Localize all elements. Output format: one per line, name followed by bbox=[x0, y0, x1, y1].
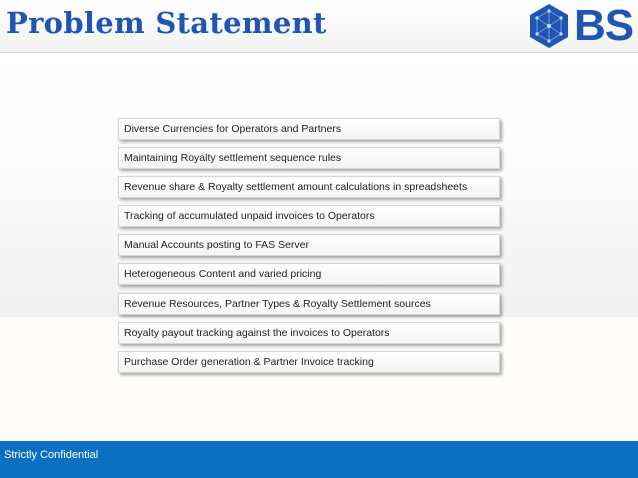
list-item: Diverse Currencies for Operators and Partners bbox=[118, 118, 500, 140]
list-item: Tracking of accumulated unpaid invoices to Operators bbox=[118, 205, 500, 227]
list-item: Heterogeneous Content and varied pricing bbox=[118, 263, 500, 285]
footer-text: Strictly Confidential bbox=[4, 449, 99, 461]
page-title: Problem Statement bbox=[6, 6, 327, 40]
list-item: Revenue Resources, Partner Types & Royalty Settlement sources bbox=[118, 293, 500, 315]
list-item: Royalty payout tracking against the invoices to Operators bbox=[118, 322, 500, 344]
list-item: Revenue share & Royalty settlement amount calculations in spreadsheets bbox=[118, 176, 500, 198]
list-item: Manual Accounts posting to FAS Server bbox=[118, 234, 500, 256]
slide-footer bbox=[0, 441, 638, 478]
list-item: Maintaining Royalty settlement sequence rules bbox=[118, 147, 500, 169]
problem-list bbox=[118, 118, 502, 380]
hexagon-network-icon bbox=[526, 3, 572, 49]
slide-header bbox=[0, 0, 638, 53]
list-item: Purchase Order generation & Partner Invoice tracking bbox=[118, 351, 500, 373]
company-logo bbox=[524, 2, 636, 50]
logo-text: BS bbox=[574, 1, 634, 50]
